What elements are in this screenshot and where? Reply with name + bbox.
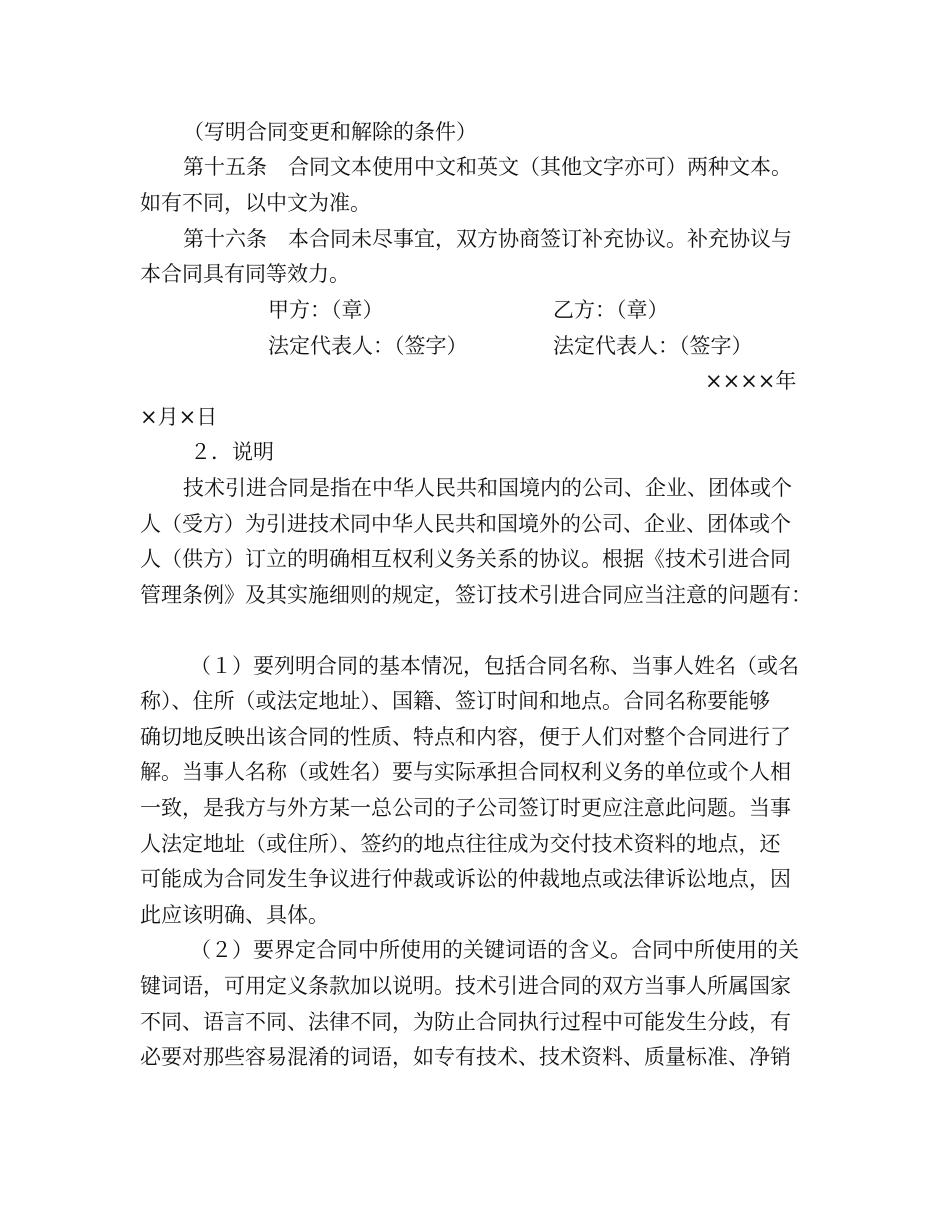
section-heading: ２．说明 [190,440,274,464]
text-line: 此应该明确、具体。 [140,903,329,927]
article-16: 第十六条 本合同未尽事宜，双方协商签订补充协议。补充协议与 [183,227,792,251]
text-line: 不同、语言不同、法律不同，为防止合同执行过程中可能发生分歧，有 [140,1010,791,1034]
text-line: 人（受方）为引进技术同中华人民共和国境外的公司、企业、团体或个 [140,512,791,536]
text-line: 一致，是我方与外方某一总公司的子公司签订时更应注意此问题。当事 [140,796,791,820]
text-line: 确切地反映出该合同的性质、特点和内容，便于人们对整个合同进行了 [140,725,791,749]
date-year: ××××年 [705,369,797,393]
text-line: 管理条例》及其实施细则的规定，签订技术引进合同应当注意的问题有： [140,583,812,607]
item-2: （２）要界定合同中所使用的关键词语的含义。合同中所使用的关 [190,938,799,962]
text-line: 可能成为合同发生争议进行仲裁或诉讼的仲裁地点或法律诉讼地点，因 [140,867,791,891]
date-month-day: ×月×日 [140,405,218,429]
article-15: 第十五条 合同文本使用中文和英文（其他文字亦可）两种文本。 [183,155,792,179]
text-line: （写明合同变更和解除的条件） [183,120,477,144]
party-a-seal: 甲方：（章） [268,298,384,322]
item-1: （１）要列明合同的基本情况，包括合同名称、当事人姓名（或名 [190,654,799,678]
text-line: 解。当事人名称（或姓名）要与实际承担合同权利义务的单位或个人相 [140,760,791,784]
party-a-representative: 法定代表人：（签字） [268,334,468,358]
party-b-seal: 乙方：（章） [553,298,669,322]
text-line: 称）、住所（或法定地址）、国籍、签订时间和地点。合同名称要能够 [140,689,770,713]
text-line: 人（供方）订立的明确相互权利义务关系的协议。根据《技术引进合同 [140,547,791,571]
text-line: 人法定地址（或住所）、签约的地点往往成为交付技术资料的地点，还 [140,832,781,856]
text-line: 键词语，可用定义条款加以说明。技术引进合同的双方当事人所属国家 [140,974,791,998]
text-line: 本合同具有同等效力。 [140,262,350,286]
text-line: 如有不同，以中文为准。 [140,191,371,215]
text-line: 技术引进合同是指在中华人民共和国境内的公司、企业、团体或个 [183,476,792,500]
text-line: 必要对那些容易混淆的词语，如专有技术、技术资料、质量标准、净销 [140,1045,791,1069]
party-b-representative: 法定代表人：（签字） [553,334,753,358]
